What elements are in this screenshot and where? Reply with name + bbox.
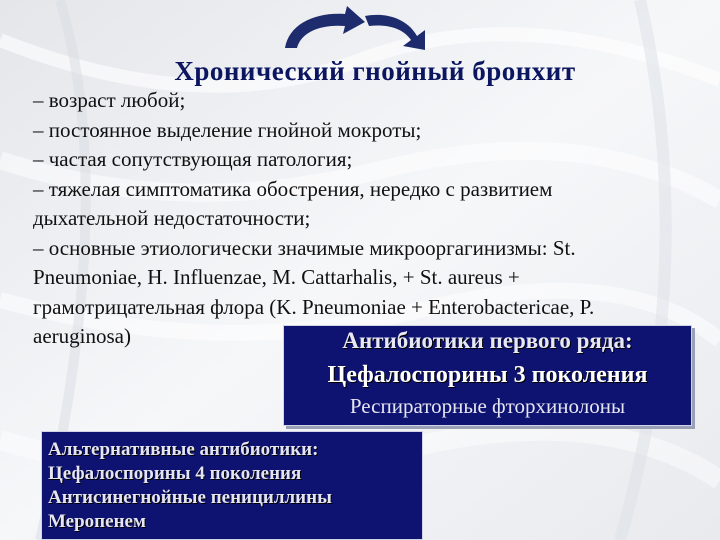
bullet-line: – постоянное выделение гнойной мокроты; [33, 117, 422, 142]
first-line-antibiotics-box [283, 325, 692, 426]
alternative-antibiotics-box [41, 431, 423, 540]
bullet-line: aeruginosa) [33, 324, 131, 348]
bullet-line: – возраст любой; [33, 88, 186, 112]
slide-title: Хронический гнойный бронхит [174, 56, 576, 86]
bullet-line: Pneumoniae, H. Influenzae, M. Cattarhalis, + St. aureus + [33, 265, 520, 289]
alternative-heading: Альтернативные антибиотики: [48, 439, 319, 460]
refresh-arrows-icon [275, 0, 435, 50]
bullet-list [33, 86, 713, 352]
first-line-item: Цефалоспорины 3 поколения [327, 362, 648, 388]
first-line-heading: Антибиотики первого ряда: [342, 328, 633, 353]
bullet-line: – тяжелая симптоматика обострения, нередко с развитием [33, 176, 553, 201]
bullet-line: – частая сопутствующая патология; [33, 147, 353, 171]
bullet-line: дыхательной недостаточности; [33, 206, 311, 230]
bullet-line: – основные этиологически значимые микрооргагинизмы: St. [33, 235, 576, 260]
alternative-item: Цефалоспорины 4 поколения [48, 463, 302, 484]
alternative-item: Меропенем [48, 511, 146, 532]
bullet-line: грамотрицательная флора (K. Pneumoniae + Enterobactericae, P. [33, 294, 595, 319]
first-line-item: Респираторные фторхинолоны [349, 394, 626, 418]
alternative-item: Антисинегнойные пенициллины [48, 487, 332, 508]
